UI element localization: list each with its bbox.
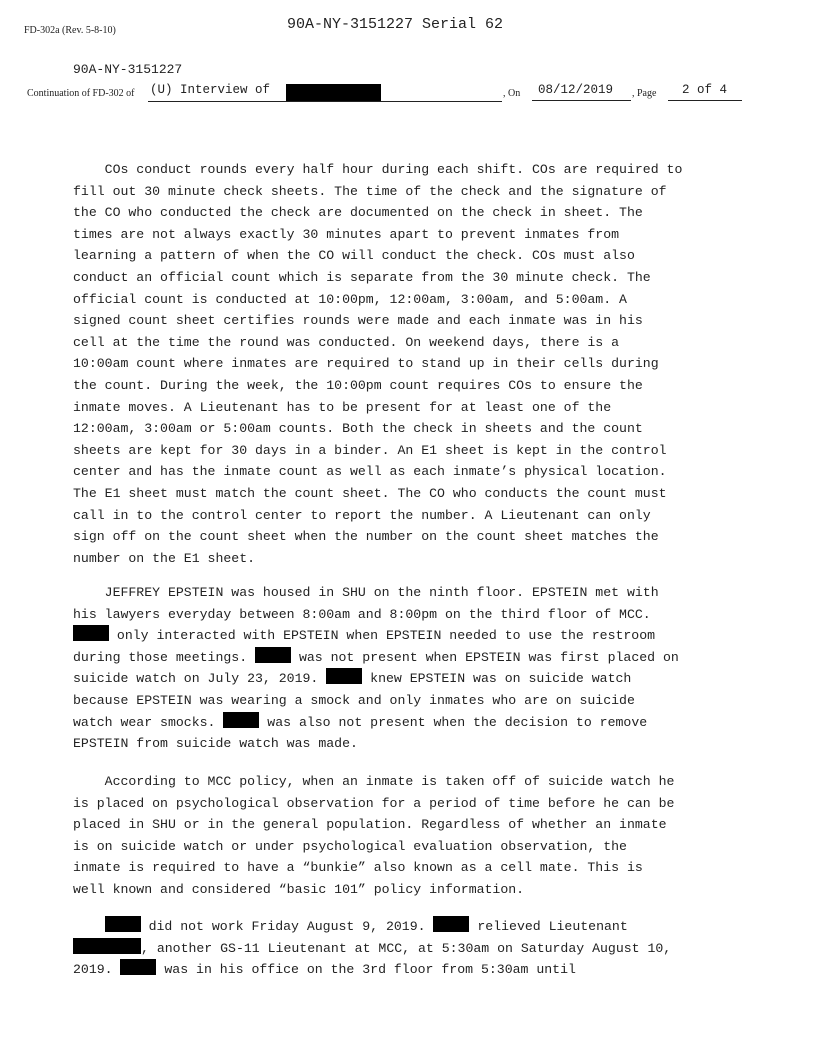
text-line [73,202,643,224]
text-segment: learning a pattern of when the CO will conduct the check. COs must also [73,248,635,264]
text-segment: was also not present when the decision to remove [259,714,648,730]
text-line [73,959,576,981]
text-segment: number on the E1 sheet. [73,550,256,566]
interview-subject: (U) Interview of [150,83,271,97]
text-line [73,505,651,527]
redaction-block [223,712,259,728]
continuation-label: Continuation of FD-302 of [27,88,135,99]
text-line [73,668,631,690]
text-line [73,647,679,669]
redaction-block [286,84,381,101]
text-line [73,793,674,815]
text-line [73,375,643,397]
text-segment: center and has the inmate count as well as each inmate’s physical location. [73,464,667,480]
text-line [73,181,667,203]
text-segment: well known and considered “basic 101” policy information. [73,882,525,897]
text-line [73,625,655,647]
redaction-block [73,625,109,641]
redaction-block [73,938,141,954]
redaction-block [105,916,141,932]
text-segment: is placed on psychological observation for a period of time before he can be [73,795,675,811]
text-line [73,461,667,483]
text-segment: fill out 30 minute check sheets. The time of the check and the signature of [73,183,667,199]
text-line [73,733,358,755]
text-line [73,440,667,462]
text-line [73,159,682,181]
text-line [73,857,643,879]
page-label: , Page [632,88,657,99]
text-line [73,814,667,836]
text-segment: inmate is required to have a “bunkie” also known as a cell mate. This is [73,860,643,876]
form-id: FD-302a (Rev. 5-8-10) [24,25,116,36]
text-line [73,548,255,570]
text-segment: did not work Friday August 9, 2019. [140,919,434,934]
subject-underline [148,101,502,102]
text-line [73,310,643,332]
text-line [73,483,667,505]
redaction-block [433,916,469,932]
text-segment: JEFFREY EPSTEIN was housed in SHU on the ninth floor. EPSTEIN met with [73,585,659,600]
text-line [73,224,619,246]
text-segment: inmate moves. A Lieutenant has to be present for at least one of the [73,399,612,415]
text-segment: According to MCC policy, when an inmate is taken off of suicide watch he [73,774,675,789]
text-segment: 10:00am count where inmates are required to stand up in their cells during [73,356,659,372]
text-segment: , another GS-11 Lieutenant at MCC, at 5:30am on Saturday August 10, [141,940,672,956]
text-line [73,332,619,354]
text-segment: is on suicide watch or under psychological evaluation observation, the [73,838,627,854]
text-segment: EPSTEIN from suicide watch was made. [73,736,358,752]
text-line [73,771,674,793]
page-underline [668,100,742,101]
text-segment: call in to the control center to report the number. A Lieutenant can only [73,507,651,523]
text-line [73,712,647,734]
text-line [73,289,627,311]
text-segment: knew EPSTEIN was on suicide watch [362,671,632,687]
text-line [73,353,659,375]
text-segment: was in his office on the 3rd floor from 5:30am until [156,962,576,978]
text-line [73,690,635,712]
text-segment: suicide watch on July 23, 2019. [73,671,327,687]
text-segment: placed in SHU or in the general population. Regardless of whether an inmate [73,817,667,833]
text-segment: because EPSTEIN was wearing a smock and only inmates who are on suicide [73,693,635,708]
text-segment: relieved Lieutenant [469,919,628,934]
text-line [73,582,659,604]
serial-number: 90A-NY-3151227 Serial 62 [287,16,504,33]
text-segment: watch wear smocks. [73,714,224,730]
text-line [73,604,651,626]
text-segment: his lawyers everyday between 8:00am and 8:00pm on the third floor of MCC. [73,606,651,622]
text-segment: COs conduct rounds every half hour during each shift. COs are required to [73,162,683,177]
redaction-block [255,647,291,663]
text-segment: the count. During the week, the 10:00pm count requires COs to ensure the [73,378,643,393]
interview-date: 08/12/2019 [538,83,614,97]
text-segment: only interacted with EPSTEIN when EPSTEIN needed to use the restroom [109,628,656,644]
text-segment: signed count sheet certifies rounds were made and each inmate was in his [73,313,643,329]
text-line [73,397,611,419]
page-number: 2 of 4 [682,83,728,97]
text-line [73,879,524,901]
text-line [73,916,628,938]
text-segment: sheets are kept for 30 days in a binder. An E1 sheet is kept in the control [73,442,667,458]
text-segment: sign off on the count sheet when the number on the count sheet matches the [73,529,659,545]
text-segment: during those meetings. [73,649,256,665]
text-segment: cell at the time the round was conducted. On weekend days, there is a [73,334,620,350]
text-line [73,267,651,289]
case-number: 90A-NY-3151227 [73,62,183,77]
text-segment: 12:00am, 3:00am or 5:00am counts. Both the check in sheets and the count [73,421,643,437]
text-segment: was not present when EPSTEIN was first placed on [291,649,679,665]
redaction-block [120,959,156,975]
text-segment: the CO who conducted the check are documented on the check in sheet. The [73,205,643,221]
text-segment: 2019. [73,962,121,978]
text-segment: official count is conducted at 10:00pm, 12:00am, 3:00am, and 5:00am. A [73,291,627,307]
date-underline [532,100,631,101]
on-label: , On [503,88,521,99]
text-segment: conduct an official count which is separate from the 30 minute check. The [73,270,651,285]
text-line [73,938,671,960]
text-line [73,836,627,858]
text-line [73,526,659,548]
text-line [73,245,635,267]
redaction-block [326,668,362,684]
text-line [73,418,643,440]
text-segment: times are not always exactly 30 minutes apart to prevent inmates from [73,226,620,242]
text-segment: The E1 sheet must match the count sheet. The CO who conducts the count must [73,486,667,501]
text-segment [73,919,105,934]
